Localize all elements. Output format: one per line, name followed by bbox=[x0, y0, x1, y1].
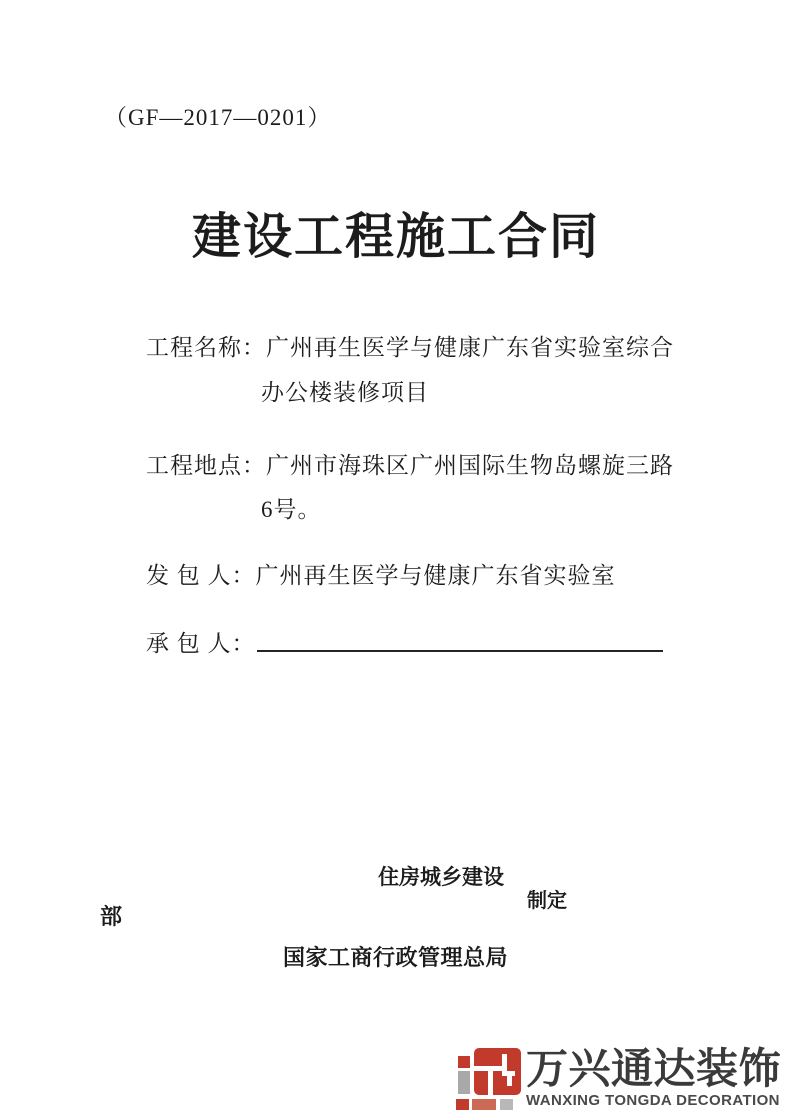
field-employer-value: 广州再生医学与健康广东省实验室 bbox=[255, 563, 616, 588]
field-project-location-value-line2: 6号。 bbox=[261, 497, 322, 522]
company-logo-icon bbox=[456, 1044, 524, 1111]
footer-action-label: 制定 bbox=[527, 890, 567, 912]
company-logo bbox=[456, 1044, 781, 1111]
field-contractor-label: 承 包 人： bbox=[146, 631, 256, 656]
field-employer bbox=[146, 557, 616, 590]
contractor-blank-underline bbox=[257, 650, 663, 652]
field-project-name bbox=[146, 329, 674, 362]
field-project-name-value: 广州再生医学与健康广东省实验室综合 bbox=[266, 335, 674, 360]
footer-issuer-housing: 住房城乡建设 bbox=[378, 865, 504, 889]
footer-issuer-saic: 国家工商行政管理总局 bbox=[283, 945, 509, 970]
company-name-cn: 万兴通达装饰 bbox=[526, 1045, 782, 1092]
field-project-name-value-line2: 办公楼装修项目 bbox=[261, 380, 429, 405]
field-project-location bbox=[146, 447, 674, 480]
page-title: 建设工程施工合同 bbox=[191, 209, 600, 264]
footer-issuer-housing-wrapped-char: 部 bbox=[100, 904, 123, 929]
field-employer-label: 发 包 人： bbox=[146, 563, 256, 588]
company-name-en: WANXING TONGDA DECORATION bbox=[526, 1092, 780, 1109]
field-project-location-value: 广州市海珠区广州国际生物岛螺旋三路 bbox=[266, 453, 674, 478]
field-project-name-label: 工程名称： bbox=[146, 335, 266, 360]
field-project-location-label: 工程地点： bbox=[146, 453, 266, 478]
field-contractor bbox=[146, 625, 256, 658]
document-code: （GF—2017—0201） bbox=[104, 105, 332, 130]
company-logo-text bbox=[526, 1044, 781, 1109]
